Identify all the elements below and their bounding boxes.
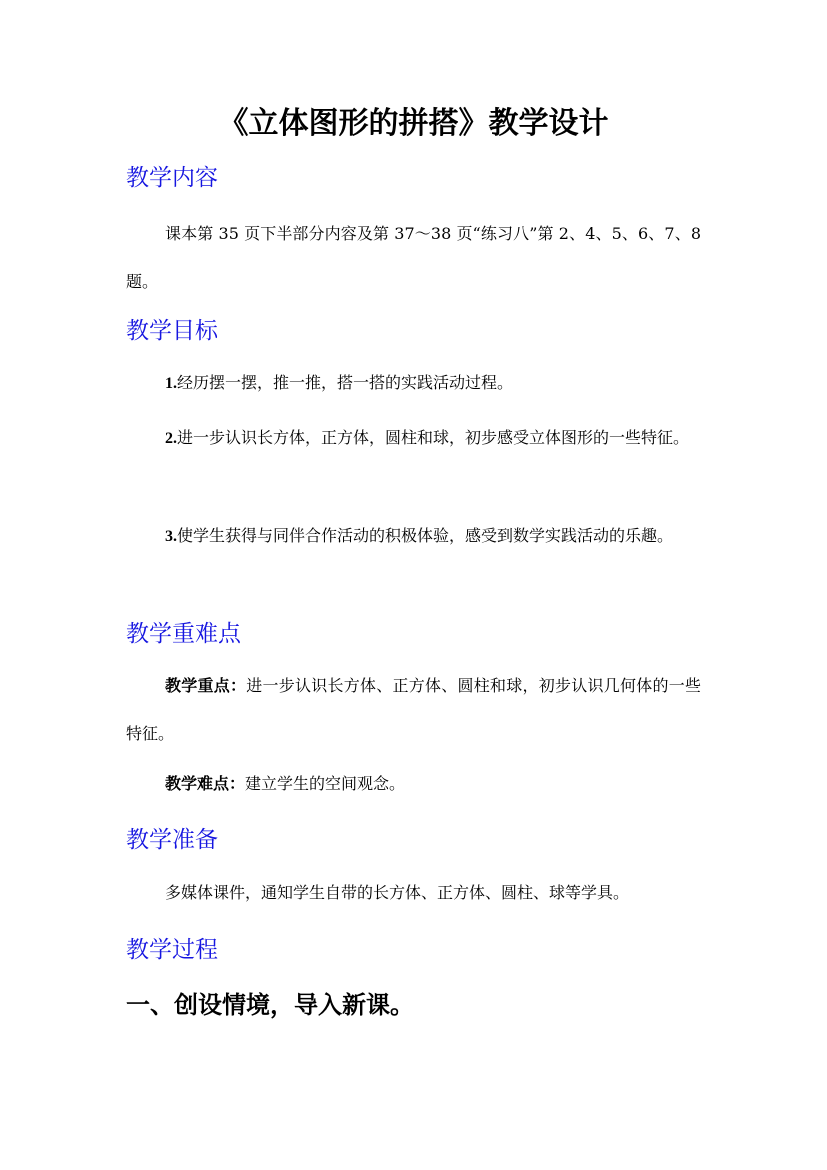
heading-key-points: 教学重难点: [126, 621, 241, 647]
key-difficulty-paragraph: [126, 760, 701, 808]
key-focus-label: 教学重点：: [165, 676, 247, 695]
goal-item-3-number: 3.: [165, 528, 177, 545]
preparation-text: 多媒体课件，通知学生自带的长方体、正方体、圆柱、球等学具。: [165, 883, 630, 902]
key-difficulty-label: 教学难点：: [165, 774, 246, 793]
goal-item-3-text: 使学生获得与同伴合作活动的积极体验，感受到数学实践活动的乐趣。: [177, 526, 674, 545]
heading-teaching-content: 教学内容: [126, 165, 218, 191]
goal-item-1-number: 1.: [165, 375, 177, 392]
goal-item-2-number: 2.: [165, 430, 177, 447]
heading-teaching-process: 教学过程: [126, 937, 218, 963]
goal-item-2-text: 进一步认识长方体，正方体，圆柱和球，初步感受立体图形的一些特征。: [177, 428, 690, 447]
process-step-1: 一、创设情境，导入新课。: [126, 990, 414, 1019]
heading-teaching-preparation: 教学准备: [126, 827, 218, 853]
heading-teaching-goals: 教学目标: [126, 318, 218, 344]
document-title: 《立体图形的拼搭》教学设计: [218, 106, 609, 141]
key-difficulty-text: 建立学生的空间观念。: [245, 774, 406, 793]
goal-item-2: [126, 414, 701, 463]
goal-item-3: [126, 512, 701, 561]
teaching-content-text: 课本第 35 页下半部分内容及第 37～38 页“练习八”第 2、4、5、6、7、8 题。: [126, 224, 701, 291]
key-focus-paragraph: [126, 662, 701, 758]
key-focus-text: 进一步认识长方体、正方体、圆柱和球，初步认识几何体的一些特征。: [126, 676, 701, 743]
goal-item-1-text: 经历摆一摆，推一推，搭一搭的实践活动过程。: [177, 373, 514, 392]
goal-item-1: [126, 359, 701, 408]
